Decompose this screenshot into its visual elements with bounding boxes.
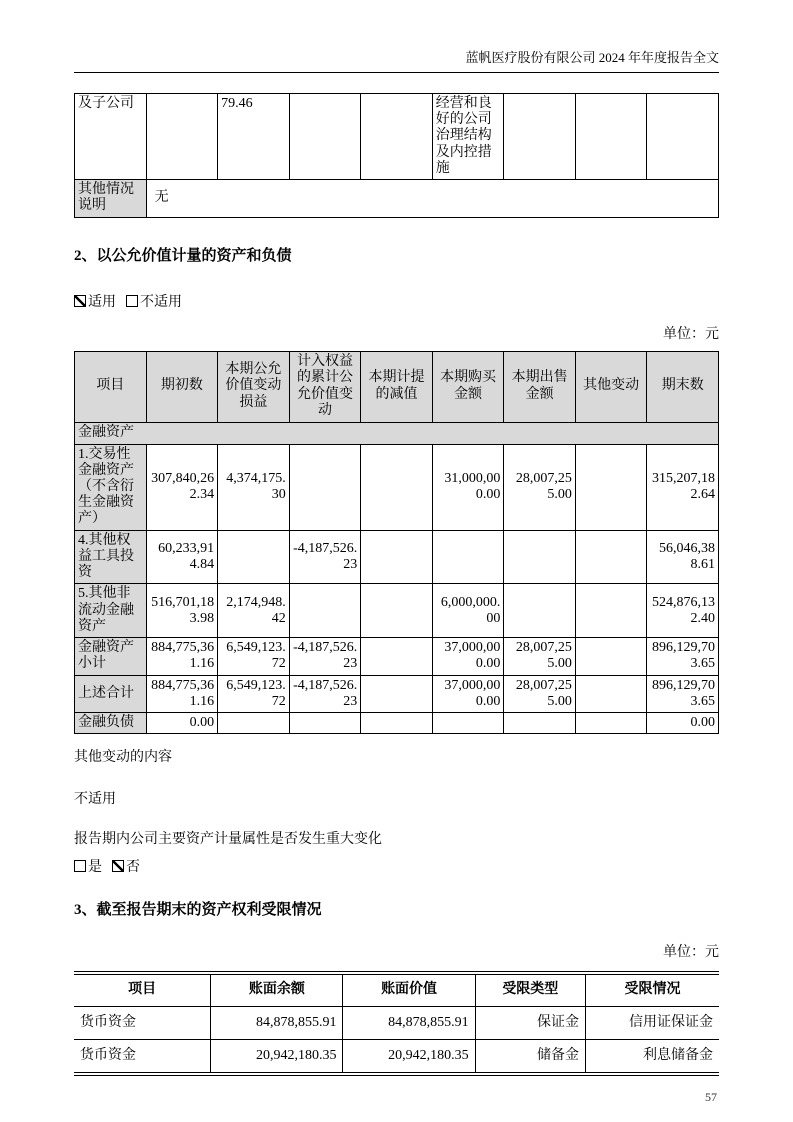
column-header: 受限类型 xyxy=(475,973,585,1006)
checked-checkbox-icon xyxy=(74,295,86,307)
other-changes-value: 不适用 xyxy=(74,792,116,808)
table-row xyxy=(75,638,719,675)
applicability-line xyxy=(74,291,719,311)
value-cell: 84,878,855.91 xyxy=(211,1006,343,1039)
running-header xyxy=(74,50,719,73)
measurement-question: 报告期内公司主要资产计量属性是否发生重大变化 xyxy=(74,832,382,848)
empty-cell xyxy=(289,713,361,734)
value-cell: 60,233,914.84 xyxy=(146,530,218,584)
category-band-row xyxy=(75,422,719,444)
header-row xyxy=(74,973,719,1006)
empty-cell xyxy=(575,93,647,179)
table-row xyxy=(75,584,719,638)
fair-value-table-body xyxy=(75,422,719,734)
empty-cell xyxy=(146,93,218,179)
table-row xyxy=(75,93,719,179)
column-header: 其他变动 xyxy=(575,351,647,422)
not-applicable-label: 不适用 xyxy=(140,294,182,310)
value-cell: 37,000,000.00 xyxy=(432,675,504,712)
empty-cell xyxy=(361,444,433,530)
empty-cell xyxy=(575,444,647,530)
table-row xyxy=(74,1006,719,1039)
table-row xyxy=(74,1039,719,1074)
empty-cell xyxy=(361,713,433,734)
other-changes-label: 其他变动的内容 xyxy=(74,750,172,766)
item-cell: 货币资金 xyxy=(74,1039,211,1074)
table-row xyxy=(75,713,719,734)
empty-cell xyxy=(575,675,647,712)
column-header: 本期出售金额 xyxy=(504,351,576,422)
table-row xyxy=(75,675,719,712)
value-cell: 2,174,948.42 xyxy=(218,584,290,638)
yes-label: 是 xyxy=(88,860,102,876)
item-cell: 货币资金 xyxy=(74,1006,211,1039)
empty-cell xyxy=(361,93,433,179)
value-cell: 28,007,255.00 xyxy=(504,444,576,530)
empty-cell xyxy=(289,93,361,179)
column-header: 本期计提的减值 xyxy=(361,351,433,422)
value-cell: 896,129,703.65 xyxy=(647,675,719,712)
table-row xyxy=(75,444,719,530)
value-cell: 0.00 xyxy=(647,713,719,734)
ratio-cell: 79.46 xyxy=(218,93,290,179)
column-header: 项目 xyxy=(74,973,211,1006)
empty-cell xyxy=(218,713,290,734)
value-cell: 利息储备金 xyxy=(585,1039,719,1074)
empty-cell xyxy=(289,444,361,530)
table-row xyxy=(75,530,719,584)
row-label-cell: 4.其他权益工具投资 xyxy=(75,530,147,584)
unchecked-checkbox-icon xyxy=(126,295,138,307)
section2-heading: 2、以公允价值计量的资产和负债 xyxy=(74,247,292,264)
column-header: 账面价值 xyxy=(343,973,475,1006)
column-header: 期末数 xyxy=(647,351,719,422)
empty-cell xyxy=(361,675,433,712)
value-cell: 28,007,255.00 xyxy=(504,675,576,712)
value-cell: 516,701,183.98 xyxy=(146,584,218,638)
row-label-cell: 5.其他非流动金融资产 xyxy=(75,584,147,638)
no-label: 否 xyxy=(126,860,140,876)
column-header: 受限情况 xyxy=(585,973,719,1006)
empty-cell xyxy=(575,584,647,638)
empty-cell xyxy=(647,93,719,179)
fair-value-table xyxy=(74,351,719,735)
value-cell: 0.00 xyxy=(146,713,218,734)
column-header: 期初数 xyxy=(146,351,218,422)
row-label-cell: 金融资产小计 xyxy=(75,638,147,675)
page-number: 57 xyxy=(705,1089,717,1104)
column-header: 项目 xyxy=(75,351,147,422)
empty-cell xyxy=(361,584,433,638)
column-header: 计入权益的累计公允价值变动 xyxy=(289,351,361,422)
empty-cell xyxy=(575,530,647,584)
value-cell: 6,549,123.72 xyxy=(218,675,290,712)
value-cell: 信用证保证金 xyxy=(585,1006,719,1039)
restricted-assets-table xyxy=(74,971,719,1076)
empty-cell xyxy=(218,530,290,584)
subsidiary-cell: 及子公司 xyxy=(75,93,147,179)
restricted-assets-table-body xyxy=(74,1006,719,1074)
value-cell: 6,549,123.72 xyxy=(218,638,290,675)
empty-cell xyxy=(361,530,433,584)
value-cell: 20,942,180.35 xyxy=(211,1039,343,1074)
value-cell: 28,007,255.00 xyxy=(504,638,576,675)
empty-cell xyxy=(289,584,361,638)
column-header: 本期购买金额 xyxy=(432,351,504,422)
column-header: 本期公允价值变动损益 xyxy=(218,351,290,422)
row-label-cell: 金融负债 xyxy=(75,713,147,734)
empty-cell xyxy=(504,530,576,584)
value-cell: -4,187,526.23 xyxy=(289,675,361,712)
value-cell: 保证金 xyxy=(475,1006,585,1039)
checked-checkbox-icon xyxy=(112,860,124,872)
value-cell: 315,207,182.64 xyxy=(647,444,719,530)
value-cell: -4,187,526.23 xyxy=(289,530,361,584)
category-band-cell: 金融资产 xyxy=(75,422,719,444)
unit-label: 单位：元 xyxy=(663,945,719,961)
value-cell: 884,775,361.16 xyxy=(146,638,218,675)
value-cell: 884,775,361.16 xyxy=(146,675,218,712)
value-cell: 84,878,855.91 xyxy=(343,1006,475,1039)
empty-cell xyxy=(361,638,433,675)
empty-cell xyxy=(575,713,647,734)
value-cell: 37,000,000.00 xyxy=(432,638,504,675)
section3-heading: 3、截至报告期末的资产权利受限情况 xyxy=(74,902,322,919)
value-cell: 储备金 xyxy=(475,1039,585,1074)
yes-no-line xyxy=(74,856,719,876)
header-row xyxy=(75,351,719,422)
value-cell: 31,000,000.00 xyxy=(432,444,504,530)
value-cell: -4,187,526.23 xyxy=(289,638,361,675)
value-cell: 56,046,388.61 xyxy=(647,530,719,584)
empty-cell xyxy=(504,584,576,638)
unchecked-checkbox-icon xyxy=(74,860,86,872)
empty-cell xyxy=(575,638,647,675)
description-cell: 经营和良好的公司治理结构及内控措施 xyxy=(432,93,504,179)
row-label-cell: 上述合计 xyxy=(75,675,147,712)
unit-label: 单位：元 xyxy=(663,326,719,342)
report-title: 蓝帆医疗股份有限公司 2024 年年度报告全文 xyxy=(465,50,719,65)
value-cell: 4,374,175.30 xyxy=(218,444,290,530)
other-notes-label-cell: 其他情况说明 xyxy=(75,180,147,217)
continuation-table xyxy=(74,93,719,218)
empty-cell xyxy=(432,530,504,584)
value-cell: 6,000,000.00 xyxy=(432,584,504,638)
empty-cell xyxy=(432,713,504,734)
other-notes-value-cell: 无 xyxy=(146,180,718,217)
value-cell: 896,129,703.65 xyxy=(647,638,719,675)
value-cell: 20,942,180.35 xyxy=(343,1039,475,1074)
value-cell: 524,876,132.40 xyxy=(647,584,719,638)
row-label-cell: 1.交易性金融资产（不含衍生金融资产） xyxy=(75,444,147,530)
column-header: 账面余额 xyxy=(211,973,343,1006)
empty-cell xyxy=(504,93,576,179)
value-cell: 307,840,262.34 xyxy=(146,444,218,530)
empty-cell xyxy=(504,713,576,734)
applicable-label: 适用 xyxy=(88,294,116,310)
table-row xyxy=(75,180,719,217)
